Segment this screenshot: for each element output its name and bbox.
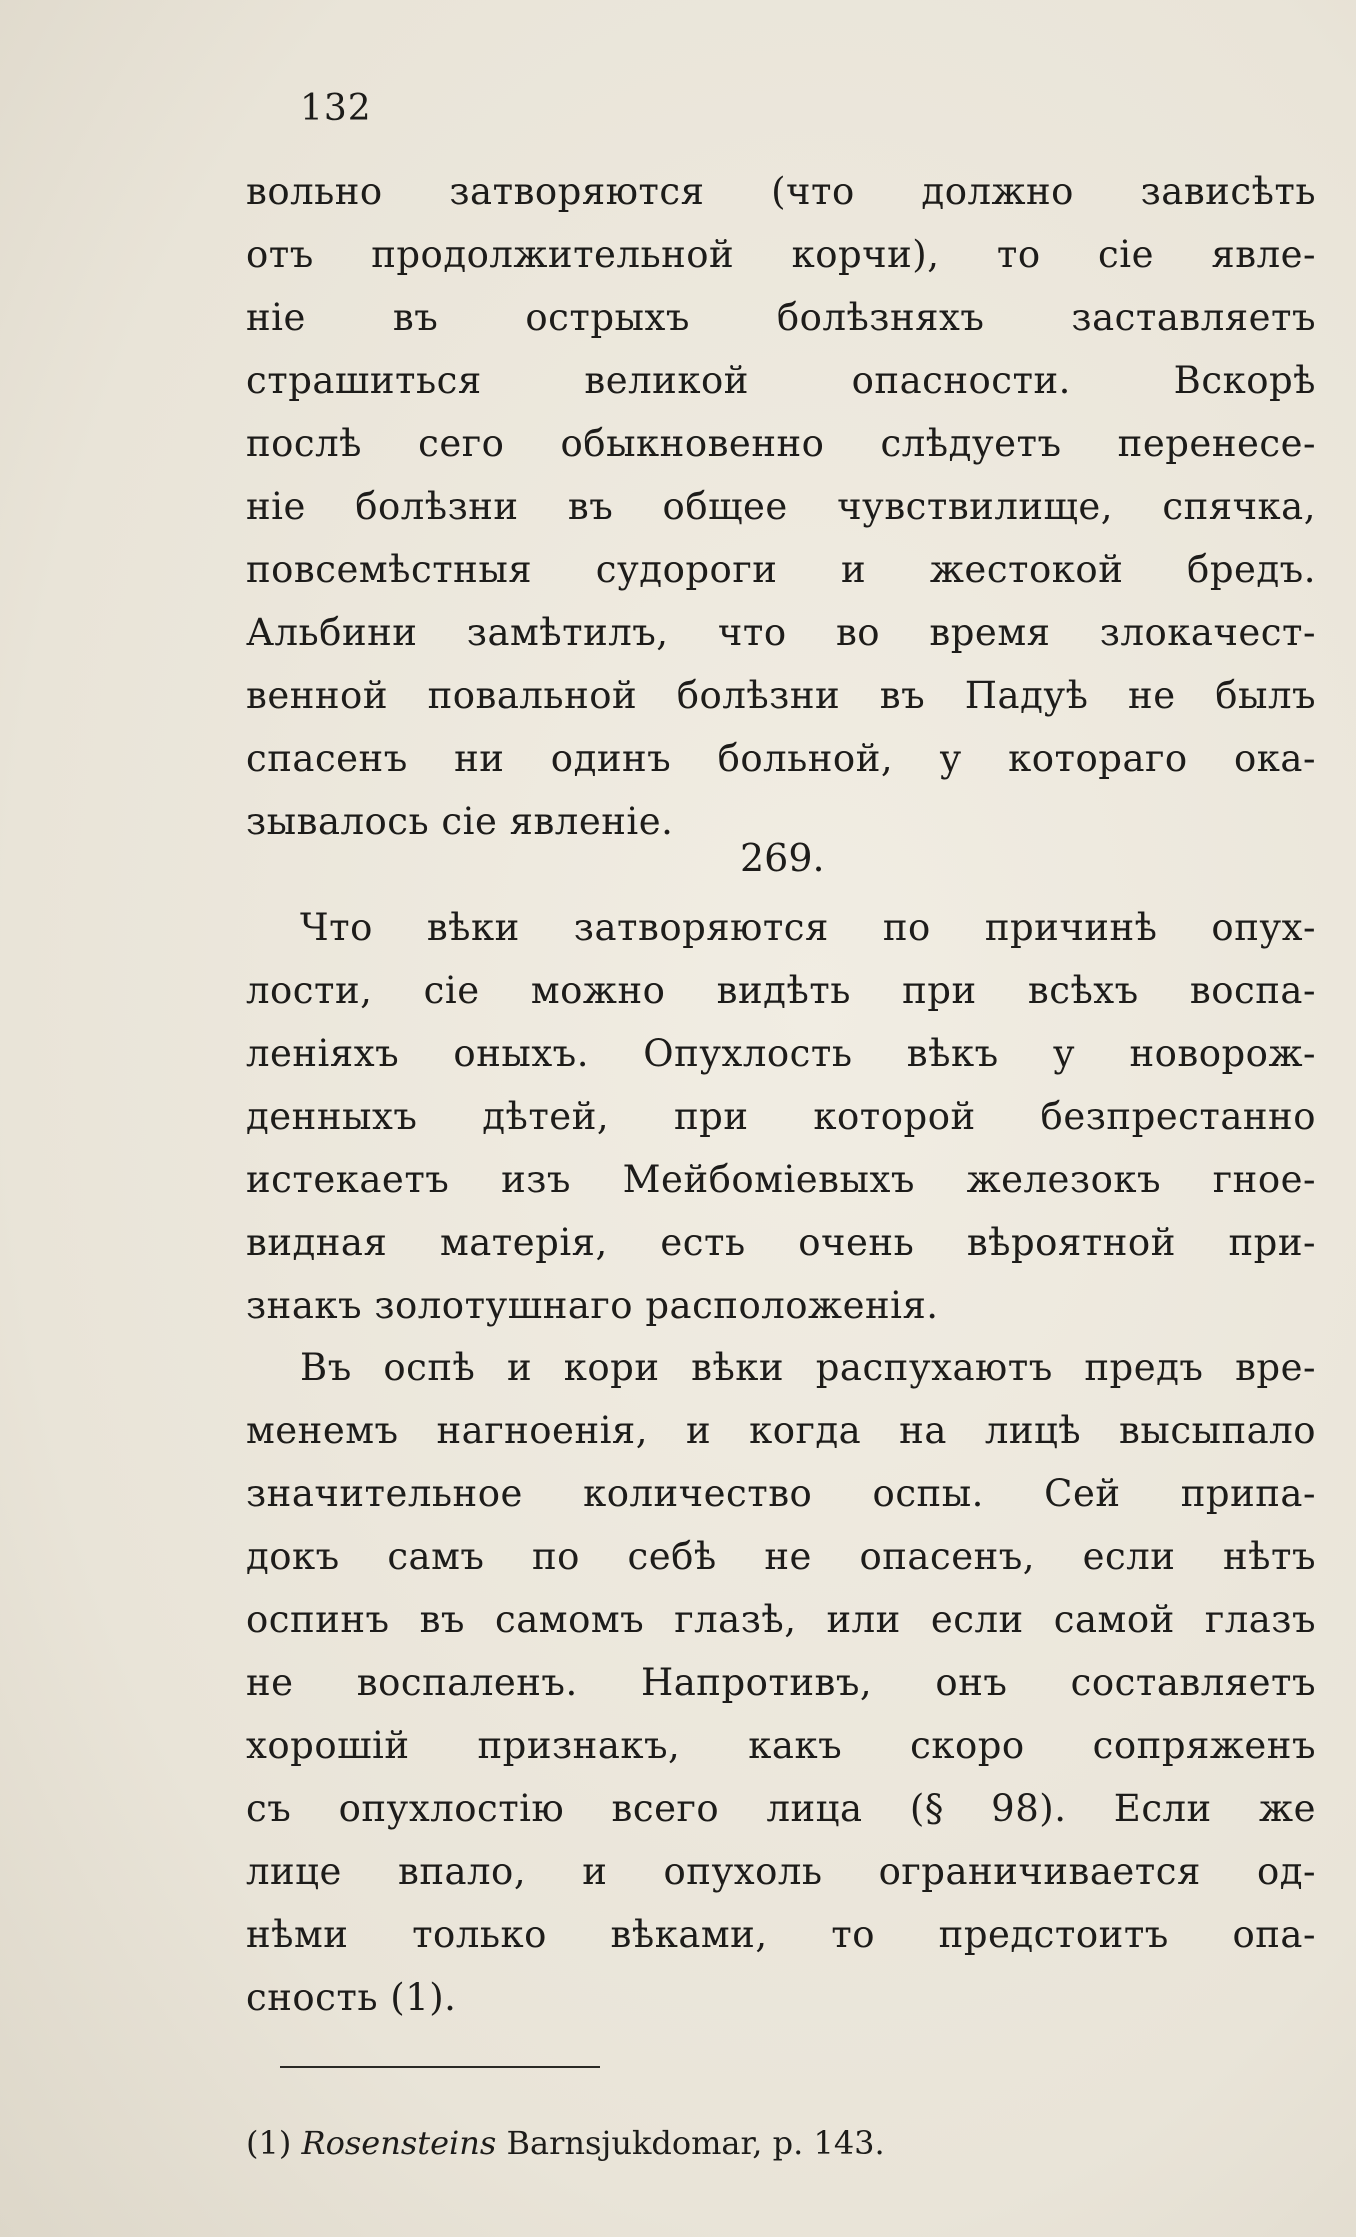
text-line: лице впало, и опухоль ограничивается од- [246, 1850, 1316, 1893]
text-line: ніе болѣзни въ общее чувствилище, спячка, [246, 485, 1316, 528]
text-line: вольно затворяются (что должно зависѣть [246, 170, 1316, 213]
text-line: хорошій признакъ, какъ скоро сопряженъ [246, 1724, 1316, 1767]
text-line: истекаетъ изъ Мейбоміевыхъ железокъ гное- [246, 1158, 1316, 1201]
text-line: съ опухлостію всего лица (§ 98). Если же [246, 1787, 1316, 1830]
text-line: оспинъ въ самомъ глазѣ, или если самой глазъ [246, 1598, 1316, 1641]
text-line: Что вѣки затворяются по причинѣ опух- [300, 906, 1316, 949]
text-line: знакъ золотушнаго расположенія. [246, 1284, 939, 1327]
page-number: 132 [300, 88, 372, 129]
text-line: отъ продолжительной корчи), то сіе явле- [246, 233, 1316, 276]
text-line: не воспаленъ. Напротивъ, онъ составляетъ [246, 1661, 1316, 1704]
footnote-divider [280, 2066, 600, 2068]
footnote-author: Rosensteins [301, 2124, 497, 2162]
text-line: нѣми только вѣками, то предстоитъ опа- [246, 1913, 1316, 1956]
text-line: сность (1). [246, 1976, 457, 2019]
text-line: спасенъ ни одинъ больной, у котораго ока- [246, 737, 1316, 780]
footnote [246, 2118, 885, 2168]
text-line: Альбини замѣтилъ, что во время злокачест- [246, 611, 1316, 654]
text-line: докъ самъ по себѣ не опасенъ, если нѣтъ [246, 1535, 1316, 1578]
text-line: леніяхъ оныхъ. Опухлость вѣкъ у новорож- [246, 1032, 1316, 1075]
text-line: значительное количество оспы. Сей припа- [246, 1472, 1316, 1515]
section-number: 269. [740, 836, 825, 880]
text-line: венной повальной болѣзни въ Падуѣ не былъ [246, 674, 1316, 717]
text-line: послѣ сего обыкновенно слѣдуетъ перенесе- [246, 422, 1316, 465]
text-line: видная матерія, есть очень вѣроятной при- [246, 1221, 1316, 1264]
text-line: лости, сіе можно видѣть при всѣхъ воспа- [246, 969, 1316, 1012]
text-line: зывалось сіе явленіе. [246, 800, 674, 843]
text-line: ніе въ острыхъ болѣзняхъ заставляетъ [246, 296, 1316, 339]
text-line: Въ оспѣ и кори вѣки распухаютъ предъ вре- [300, 1346, 1316, 1389]
footnote-marker: (1) [246, 2124, 292, 2162]
text-line: повсемѣстныя судороги и жестокой бредъ. [246, 548, 1316, 591]
text-line: менемъ нагноенія, и когда на лицѣ высыпало [246, 1409, 1316, 1452]
text-line: страшиться великой опасности. Вскорѣ [246, 359, 1316, 402]
footnote-title: Barnsjukdomar, p. 143. [506, 2124, 885, 2162]
text-line: денныхъ дѣтей, при которой безпрестанно [246, 1095, 1316, 1138]
